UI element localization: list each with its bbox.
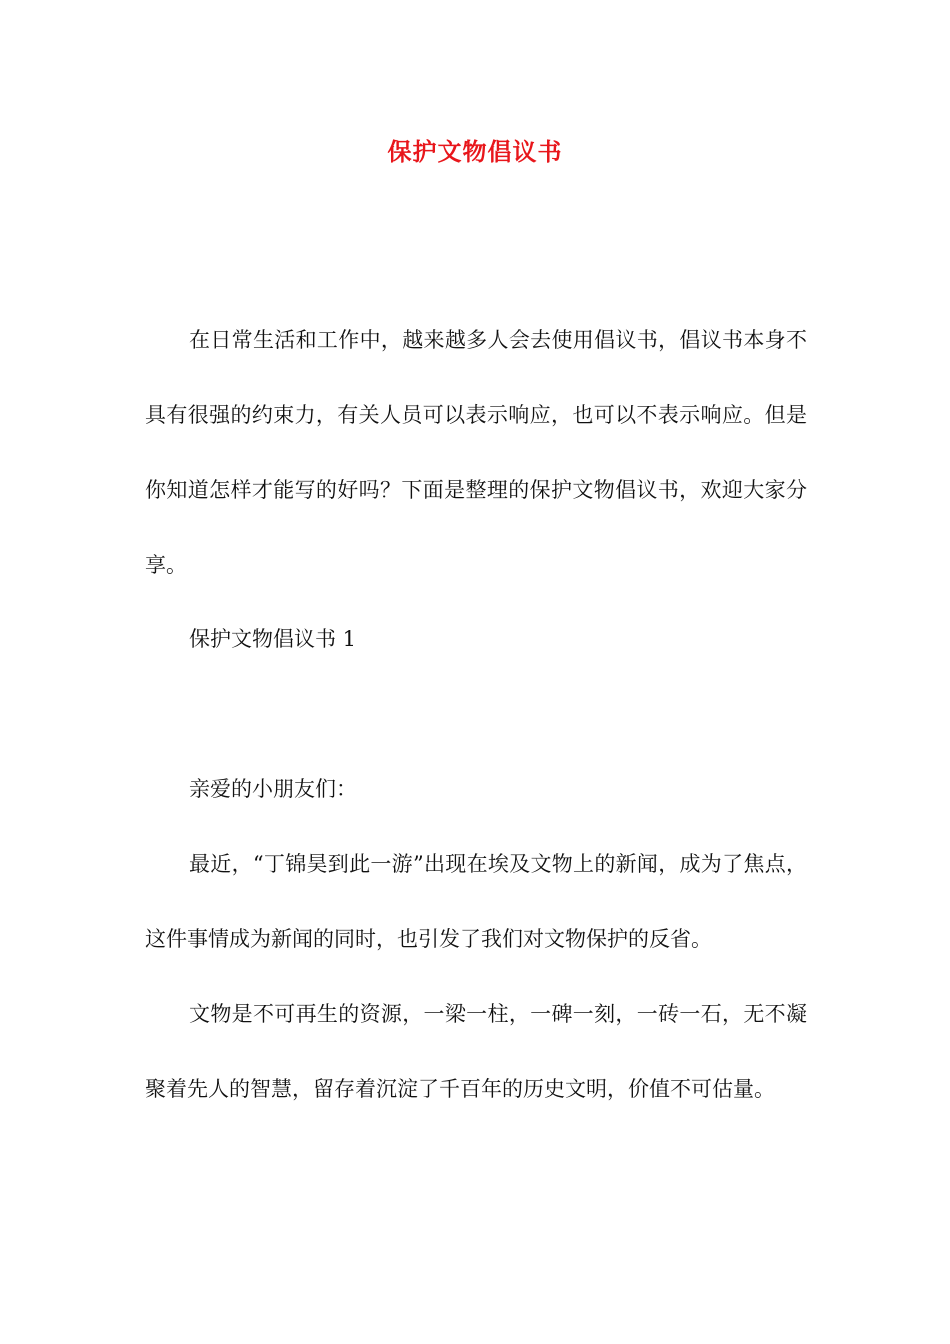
intro-paragraph: 在日常生活和工作中，越来越多人会去使用倡议书，倡议书本身不具有很强的约束力，有关人员可以表示响应，也可以不表示响应。但是你知道怎样才能写的好吗？下面是整理的保护文物倡议书，欢迎大家分享。 (145, 328, 807, 577)
document-title: 保护文物倡议书 (387, 137, 563, 166)
body-paragraph-1: 最近，“丁锦昊到此一游”出现在埃及文物上的新闻，成为了焦点，这件事情成为新闻的同时，也引发了我们对文物保护的反省。 (145, 852, 807, 951)
salutation: 亲爱的小朋友们： (189, 777, 357, 801)
section-heading: 保护文物倡议书 1 (189, 627, 357, 651)
body-paragraph-2: 文物是不可再生的资源，一梁一柱，一碑一刻，一砖一石，无不凝聚着先人的智慧，留存着沉淀了千百年的历史文明，价值不可估量。 (145, 1002, 807, 1101)
